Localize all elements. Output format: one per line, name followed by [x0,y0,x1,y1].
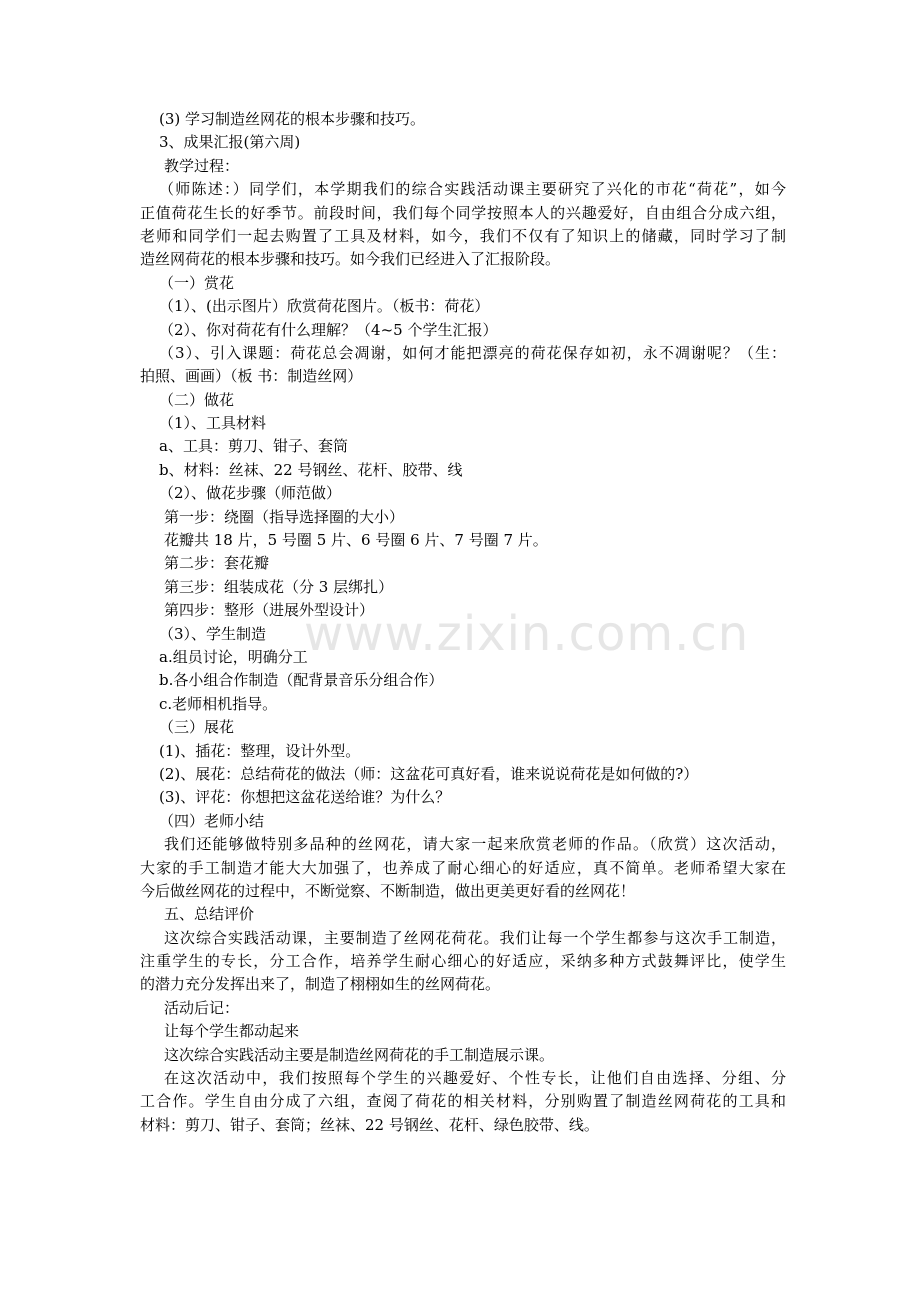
text-line: （一）赏花 [159,273,235,292]
text-line: （1）、工具材料 [159,414,267,433]
text-line: b.各小组合作制造（配背景音乐分组合作） [159,671,444,690]
text-line: (1)、插花：整理，设计外型。 [159,741,361,760]
text-line: 第一步：绕圈（指导选择圈的大小） [164,507,405,526]
text-line: 大家的手工制造才能大大加强了，也养成了耐心细心的好适应，真不简单。老师希望大家在 [140,858,786,877]
text-line: （三）展花 [159,718,235,737]
text-line: 注重学生的专长，分工合作，培养学生耐心细心的好适应，采纳多种方式鼓舞评比，使学生 [140,952,786,971]
text-line: 造丝网荷花的根本步骤和技巧。如今我们已经进入了汇报阶段。 [140,250,561,269]
text-line: 这次综合实践活动主要是制造丝网荷花的手工制造展示课。 [164,1045,555,1064]
text-line: 第三步：组装成花（分 3 层绑扎） [164,577,394,596]
text-line: （师陈述：）同学们，本学期我们的综合实践活动课主要研究了兴化的市花“荷花”，如今 [159,180,786,199]
text-line: (3) 学习制造丝网花的根本步骤和技巧。 [159,110,426,128]
text-line: a、工具：剪刀、钳子、套筒 [159,437,348,456]
text-line: a.组员讨论，明确分工 [159,647,308,666]
text-line: （2）、你对荷花有什么理解？（4~5 个学生汇报） [159,320,498,339]
text-line: 3、成果汇报(第六周) [159,133,301,152]
text-line: 老师和同学们一起去购置了工具及材料，如今，我们不仅有了知识上的储藏，同时学习了制 [140,226,786,245]
text-line: （2）、做花步骤（师范做） [159,484,342,503]
text-line: （3）、引入课题：荷花总会凋谢，如何才能把漂亮的荷花保存如初，永不凋谢呢？（生： [159,343,786,362]
text-line: （四）老师小结 [159,811,265,830]
text-line: 工合作。学生自由分成了六组，查阅了荷花的相关材料，分别购置了制造丝网荷花的工具和 [140,1092,786,1111]
text-line: (2)、展花：总结荷花的做法（师：这盆花可真好看，谁来说说荷花是如何做的?） [159,764,699,783]
watermark-text: www.zixin.com.cn [304,606,750,662]
document-body [140,108,786,1137]
text-line: 第四步：整形（进展外型设计） [164,601,375,620]
text-line: 材料：剪刀、钳子、套筒；丝袜、22 号钢丝、花杆、绿色胶带、线。 [140,1115,599,1134]
text-line: (3)、评花：你想把这盆花送给谁？为什么？ [159,788,451,807]
text-line: 花瓣共 18 片，5 号圈 5 片、6 号圈 6 片、7 号圈 7 片。 [164,531,548,550]
text-line: （3）、学生制造 [159,624,267,643]
text-line: 正值荷花生长的好季节。前段时间，我们每个同学按照本人的兴趣爱好，自由组合分成六组， [140,203,786,222]
text-line: b、材料：丝袜、22 号钢丝、花杆、胶带、线 [159,460,463,479]
text-line: c.老师相机指导。 [159,694,278,713]
text-line: 活动后记： [164,998,240,1017]
text-line: 在这次活动中，我们按照每个学生的兴趣爱好、个性专长，让他们自由选择、分组、分 [164,1069,786,1088]
text-line: （二）做花 [159,390,235,409]
text-line: 拍照、画画）（板 书：制造丝网） [140,367,363,386]
text-line: 我们还能够做特别多品种的丝网花，请大家一起来欣赏老师的作品。（欣赏）这次活动， [164,835,786,854]
text-line: 的潜力充分发挥出来了，制造了栩栩如生的丝网荷花。 [140,975,501,994]
text-line: 今后做丝网花的过程中，不断觉察、不断制造，做出更美更好看的丝网花！ [140,881,636,900]
text-line: 五、总结评价 [164,905,255,924]
text-line: 教学过程： [164,156,240,175]
text-line: 第二步：套花瓣 [164,554,270,573]
text-line: 让每个学生都动起来 [164,1022,300,1041]
text-line: 这次综合实践活动课，主要制造了丝网花荷花。我们让每一个学生都参与这次手工制造， [164,928,786,947]
text-line: （1）、(出示图片）欣赏荷花图片。（板书：荷花） [159,297,490,316]
